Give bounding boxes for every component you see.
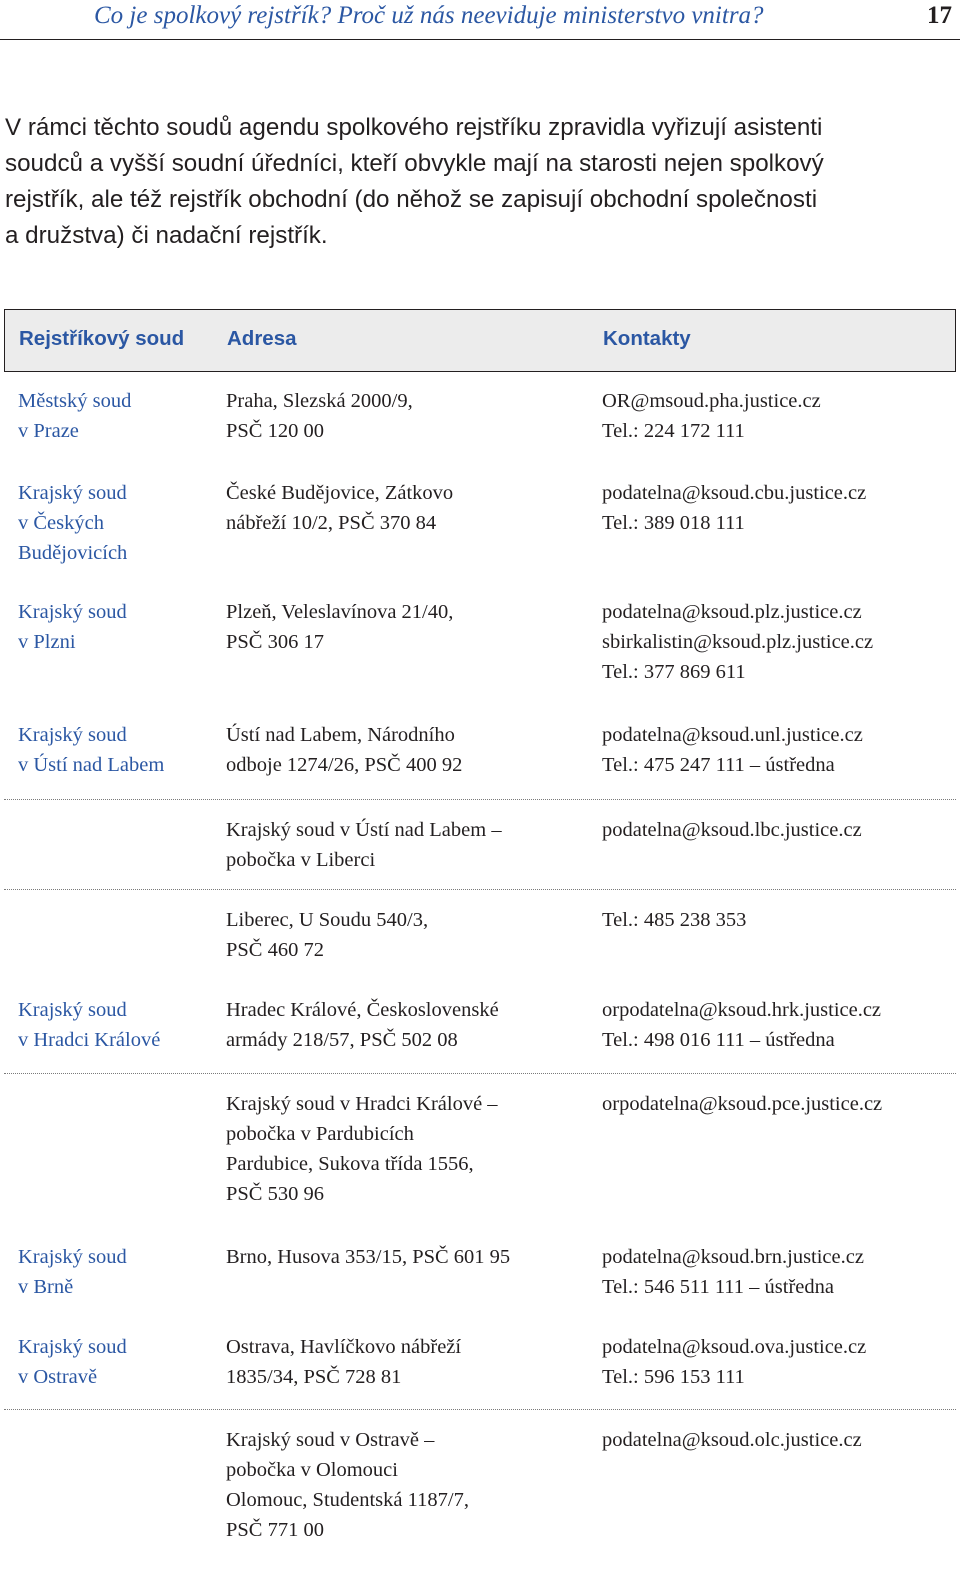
court-cell-line: Budějovicích — [18, 542, 128, 564]
court-cell-line: v Ostravě — [18, 1366, 98, 1388]
address-cell — [226, 1332, 461, 1392]
contacts-cell-line: Tel.: 389 018 111 — [602, 512, 745, 534]
contacts-cell-line: Tel.: 475 247 111 – ústředna — [602, 754, 835, 776]
address-cell-line: pobočka v Liberci — [226, 849, 376, 871]
contacts-cell-line: Tel.: 596 153 111 — [602, 1366, 745, 1388]
court-cell-line: v Praze — [18, 420, 79, 442]
address-cell — [226, 995, 499, 1055]
contacts-cell-line: orpodatelna@ksoud.hrk.justice.cz — [602, 999, 882, 1021]
address-cell-line: Brno, Husova 353/15, PSČ 601 95 — [226, 1246, 511, 1268]
court-cell-line: Městský soud — [18, 390, 132, 412]
address-cell — [226, 720, 462, 780]
court-cell-line: Krajský soud — [18, 482, 127, 504]
header-title: Co je spolkový rejstřík? Proč už nás neeviduje ministerstvo vnitra? — [94, 2, 764, 29]
court-cell-line: v Českých — [18, 512, 104, 534]
address-cell-line: Hradec Králové, Československé — [226, 999, 499, 1021]
column-header-court: Rejstříkový soud — [19, 327, 185, 350]
contacts-cell — [602, 1089, 882, 1119]
court-cell — [18, 720, 164, 780]
row-divider — [4, 799, 956, 800]
address-cell-line: odboje 1274/26, PSČ 400 92 — [226, 754, 463, 776]
column-header-address: Adresa — [227, 327, 297, 350]
intro-line: soudců a vyšší soudní úředníci, kteří obvykle mají na starosti nejen spolkový — [5, 150, 824, 177]
address-cell-line: Liberec, U Soudu 540/3, — [226, 909, 429, 931]
address-cell-line: nábřeží 10/2, PSČ 370 84 — [226, 512, 437, 534]
contacts-cell-line: orpodatelna@ksoud.pce.justice.cz — [602, 1093, 883, 1115]
contacts-cell — [602, 815, 862, 845]
contacts-cell-line: podatelna@ksoud.brn.justice.cz — [602, 1246, 864, 1268]
contacts-cell-line: Tel.: 377 869 611 — [602, 661, 746, 683]
address-cell — [226, 815, 502, 875]
court-cell — [18, 995, 160, 1055]
address-cell — [226, 386, 413, 446]
address-cell — [226, 1089, 498, 1209]
court-cell — [18, 478, 127, 568]
address-cell-line: Ostrava, Havlíčkovo nábřeží — [226, 1336, 462, 1358]
contacts-cell — [602, 478, 866, 538]
court-cell — [18, 1242, 127, 1302]
court-cell-line: v Plzni — [18, 631, 76, 653]
contacts-cell — [602, 597, 873, 687]
court-cell-line: v Hradci Králové — [18, 1029, 161, 1051]
contacts-cell-line: Tel.: 546 511 111 – ústředna — [602, 1276, 834, 1298]
contacts-cell-line: Tel.: 485 238 353 — [602, 909, 747, 931]
contacts-cell-line: podatelna@ksoud.olc.justice.cz — [602, 1429, 862, 1451]
court-cell-line: Krajský soud — [18, 724, 127, 746]
court-cell — [18, 386, 131, 446]
address-cell-line: Krajský soud v Ústí nad Labem – — [226, 819, 502, 841]
address-cell-line: armády 218/57, PSČ 502 08 — [226, 1029, 458, 1051]
address-cell-line: pobočka v Pardubicích — [226, 1123, 414, 1145]
contacts-cell-line: podatelna@ksoud.plz.justice.cz — [602, 601, 862, 623]
contacts-cell — [602, 1332, 866, 1392]
court-cell — [18, 1332, 127, 1392]
address-cell — [226, 597, 453, 657]
row-divider — [4, 1409, 956, 1410]
address-cell-line: Ústí nad Labem, Národního — [226, 724, 455, 746]
contacts-cell-line: podatelna@ksoud.lbc.justice.cz — [602, 819, 862, 841]
address-cell-line: Krajský soud v Hradci Králové – — [226, 1093, 498, 1115]
address-cell-line: pobočka v Olomouci — [226, 1459, 398, 1481]
intro-line: V rámci těchto soudů agendu spolkového rejstříku zpravidla vyřizují asistenti — [5, 114, 823, 141]
column-header-contacts: Kontakty — [603, 327, 691, 350]
intro-paragraph — [5, 110, 955, 254]
address-cell-line: PSČ 120 00 — [226, 420, 324, 442]
court-cell-line: Krajský soud — [18, 1246, 127, 1268]
address-cell-line: Olomouc, Studentská 1187/7, — [226, 1489, 469, 1511]
court-cell-line: v Brně — [18, 1276, 74, 1298]
court-cell-line: Krajský soud — [18, 1336, 127, 1358]
court-cell-line: Krajský soud — [18, 999, 127, 1021]
address-cell — [226, 905, 428, 965]
contacts-cell-line: Tel.: 498 016 111 – ústředna — [602, 1029, 835, 1051]
row-divider — [4, 889, 956, 890]
row-divider — [4, 1073, 956, 1074]
address-cell-line: PSČ 530 96 — [226, 1183, 324, 1205]
address-cell-line: České Budějovice, Zátkovo — [226, 482, 454, 504]
address-cell-line: Pardubice, Sukova třída 1556, — [226, 1153, 474, 1175]
contacts-cell — [602, 1425, 862, 1455]
court-cell-line: v Ústí nad Labem — [18, 754, 165, 776]
address-cell-line: 1835/34, PSČ 728 81 — [226, 1366, 402, 1388]
address-cell-line: PSČ 771 00 — [226, 1519, 324, 1541]
contacts-cell — [602, 720, 863, 780]
contacts-cell-line: Tel.: 224 172 111 — [602, 420, 745, 442]
address-cell-line: PSČ 306 17 — [226, 631, 324, 653]
address-cell — [226, 1242, 510, 1272]
address-cell-line: Plzeň, Veleslavínova 21/40, — [226, 601, 454, 623]
contacts-cell — [602, 386, 821, 446]
intro-line: rejstřík, ale též rejstřík obchodní (do něhož se zapisují obchodní společnosti — [5, 186, 818, 213]
contacts-cell — [602, 905, 746, 935]
contacts-cell-line: podatelna@ksoud.cbu.justice.cz — [602, 482, 867, 504]
address-cell — [226, 1425, 469, 1545]
contacts-cell-line: podatelna@ksoud.ova.justice.cz — [602, 1336, 867, 1358]
address-cell-line: Krajský soud v Ostravě – — [226, 1429, 435, 1451]
address-cell-line: PSČ 460 72 — [226, 939, 324, 961]
contacts-cell-line: OR@msoud.pha.justice.cz — [602, 390, 821, 412]
intro-line: a družstva) či nadační rejstřík. — [5, 222, 328, 249]
contacts-cell-line: sbirkalistin@ksoud.plz.justice.cz — [602, 631, 874, 653]
address-cell — [226, 478, 453, 538]
table-header — [4, 309, 956, 372]
address-cell-line: Praha, Slezská 2000/9, — [226, 390, 413, 412]
court-cell — [18, 597, 127, 657]
contacts-cell-line: podatelna@ksoud.unl.justice.cz — [602, 724, 863, 746]
contacts-cell — [602, 1242, 864, 1302]
running-header — [0, 0, 960, 40]
contacts-cell — [602, 995, 881, 1055]
court-cell-line: Krajský soud — [18, 601, 127, 623]
page-number: 17 — [927, 2, 952, 29]
